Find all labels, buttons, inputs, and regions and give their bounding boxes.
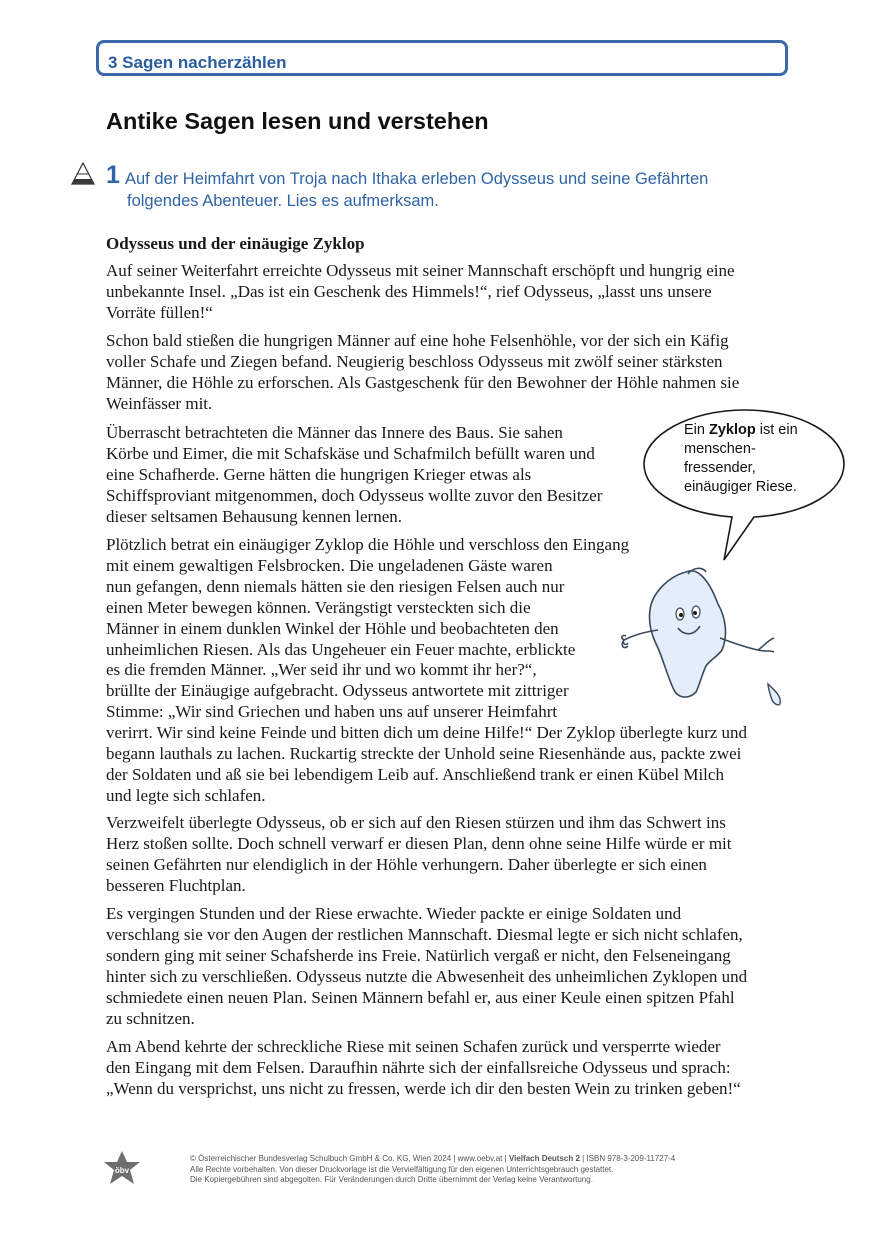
- story-line: zu schnitzen.: [106, 1008, 195, 1028]
- story-line: Schon bald stießen die hungrigen Männer auf eine hohe Felsenhöhle, vor der sich ein Käfig: [106, 331, 729, 350]
- story-line: voller Schafe und Ziegen befand. Neugierig beschloss Odysseus mit zwölf seiner stärksten: [106, 351, 723, 371]
- story-line: Körbe und Eimer, die mit Schafskäse und Schafmilch befüllt waren und: [106, 443, 595, 463]
- story-line: Verzweifelt überlegte Odysseus, ob er sich auf den Riesen stürzen und ihm das Schwert ins: [106, 813, 726, 832]
- story-paragraph: [106, 813, 732, 897]
- story-line: verirrt. Wir sind keine Feinde und bitten dich um deine Hilfe!“ Der Zyklop überlegte kurz und: [106, 723, 748, 743]
- ghost-mascot-illustration: [618, 566, 790, 710]
- chapter-title: 3 Sagen nacherzählen: [108, 53, 287, 72]
- story-line: hinter sich zu verschließen. Odysseus nutzte die Abwesenheit des unheimlichen Zyklopen und: [106, 966, 748, 986]
- story-line: brüllte der Einäugige aufgebracht. Odysseus antwortete mit zittriger: [106, 681, 569, 701]
- speech-bubble-text: Ein Zyklop ist ein menschen- fressender, einäugiger Riese.: [684, 422, 798, 495]
- story-line: Stimme: „Wir sind Griechen und haben uns auf unserer Heimfahrt: [106, 702, 558, 722]
- story-line: der Soldaten und aß sie bei lebendigem Leib auf. Anschließend trank er einen Kübel Milch: [106, 764, 724, 784]
- story-paragraph: [106, 904, 747, 1029]
- story-line: schmiedete einen neuen Plan. Seinen Männern befahl er, aus einer Keule einen spitzen Pfahl: [106, 987, 735, 1007]
- story-line: und legte sich schlafen.: [106, 785, 266, 805]
- story-paragraph: [106, 331, 739, 415]
- story-line: eine Schafherde. Gerne hätten die hungrigen Krieger etwas als: [106, 464, 532, 484]
- story-line: besseren Fluchtplan.: [106, 875, 246, 895]
- chapter-header-box: [96, 40, 788, 76]
- task-line: Auf der Heimfahrt von Troja nach Ithaka erleben Odysseus und seine Gefährten: [125, 170, 709, 188]
- logo-text: öbv: [114, 1166, 130, 1175]
- bubble-keyword: Zyklop: [709, 422, 756, 438]
- triangle-level-icon: [71, 162, 95, 186]
- story-line: einen Meter bewegen können. Verängstigt versteckten sich die: [106, 597, 531, 617]
- story-paragraph: [106, 261, 735, 324]
- story-line: Überrascht betrachteten die Männer das Innere des Baus. Sie sahen: [106, 423, 563, 442]
- story-line: Vorräte füllen!“: [106, 302, 213, 322]
- story-line: mit einem gewaltigen Felsbrocken. Die ungeladenen Gäste waren: [106, 555, 553, 575]
- story-line: den Eingang mit dem Felsen. Daraufhin nährte sich der einfallsreiche Odysseus und sprach:: [106, 1057, 731, 1077]
- story-line: verschlang sie vor den Augen der restlichen Mannschaft. Diesmal legte er sich nicht schlafen,: [106, 924, 743, 944]
- story-line: Am Abend kehrte der schreckliche Riese mit seinen Schafen zurück und versperrte wieder: [106, 1037, 721, 1056]
- story-line: es die fremden Männer. „Wer seid ihr und wo kommt ihr her?“,: [106, 660, 537, 680]
- story-line: begann lauthals zu lachen. Ruckartig streckte der Unhold seine Riesenhände aus, packte zwei: [106, 744, 742, 764]
- story-line: Plötzlich betrat ein einäugiger Zyklop die Höhle und verschloss den Eingang: [106, 535, 630, 554]
- task-instruction: [125, 168, 785, 212]
- story-line: „Wenn du versprichst, uns nicht zu fressen, werde ich dir den besten Wein zu trinken geben!“: [106, 1078, 741, 1098]
- story-paragraph: [106, 423, 602, 528]
- task-line: folgendes Abenteuer. Lies es aufmerksam.: [127, 192, 439, 210]
- story-title: Odysseus und der einäugige Zyklop: [106, 234, 365, 253]
- story-line: dieser seltsamen Behausung kennen lernen.: [106, 506, 402, 526]
- story-line: unbekannte Insel. „Das ist ein Geschenk des Himmels!“, rief Odysseus, „lasst uns unsere: [106, 281, 712, 301]
- oebv-logo: [103, 1150, 141, 1188]
- story-line: Männer in einem dunklen Winkel der Höhle und beobachteten den: [106, 618, 559, 638]
- story-line: Männer, die Höhle zu erforschen. Als Gastgeschenk für den Bewohner der Höhle nahmen sie: [106, 372, 740, 392]
- story-line: Weinfässer mit.: [106, 393, 213, 413]
- story-line: Herz stoßen sollte. Doch schnell verwarf er diesen Plan, denn ohne seine Hilfe würde er mit: [106, 833, 732, 853]
- story-line: seinen Gefährten nur elendiglich in der Höhle verhungern. Daher überlegte er sich einen: [106, 854, 707, 874]
- footer-copyright: © Österreichischer Bundesverlag Schulbuch GmbH & Co. KG, Wien 2024 | www.oebv.at | Vielfach Deutsch 2 | ISBN 978-3-209-11727-4 Alle Rechte vorbehalten. Von dieser Druckvorlage ist die Vervielfältigung für den eigenen Unterrichtsgebrauch gestattet. Die Kopiergebühren sind abgegolten. Für Veränderungen durch Dritte übernimmt der Verlag keine Verantwortung.: [190, 1154, 676, 1184]
- story-line: sondern ging mit seiner Schafsherde ins Freie. Natürlich vergaß er nicht, den Felseneingang: [106, 945, 731, 965]
- story-line: Es vergingen Stunden und der Riese erwachte. Wieder packte er einige Soldaten und: [106, 904, 682, 923]
- story-line: unheimlichen Riesen. Als das Ungeheuer ein Feuer machte, erblickte: [106, 639, 576, 659]
- story-line: Auf seiner Weiterfahrt erreichte Odysseus mit seiner Mannschaft erschöpft und hungrig eine: [106, 261, 735, 280]
- task-number: 1: [106, 161, 120, 189]
- story-line: nun gefangen, denn niemals hätten sie den riesigen Felsen auch nur: [106, 576, 565, 596]
- page-title: Antike Sagen lesen und verstehen: [106, 108, 489, 134]
- story-line: Schiffsproviant mitgenommen, doch Odysseus wollte zuvor den Besitzer: [106, 485, 603, 505]
- story-paragraph: [106, 1037, 741, 1100]
